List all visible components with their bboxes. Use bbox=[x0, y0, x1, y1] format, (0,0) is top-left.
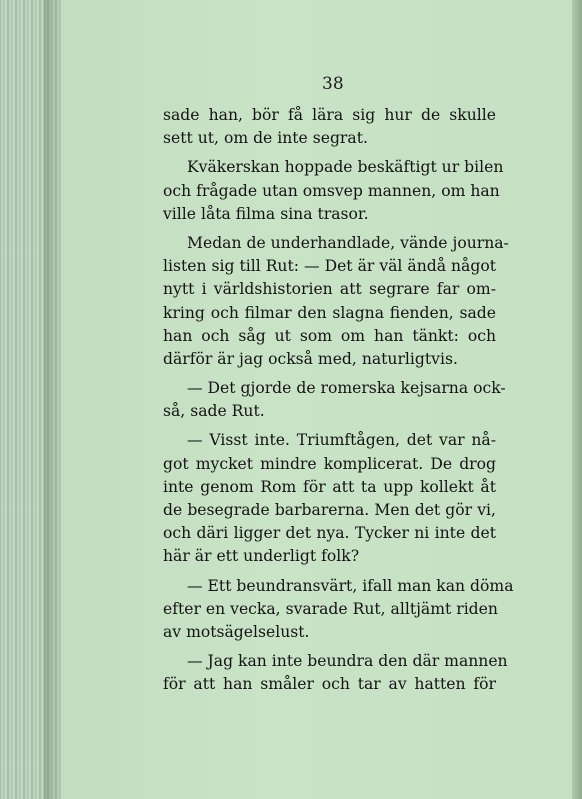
body-text bbox=[163, 104, 514, 697]
text-line: och däri ligger det nya. Tycker ni inte det bbox=[163, 524, 496, 543]
page-number: 38 bbox=[322, 74, 344, 94]
text-line: han och såg ut som om han tänkt: och bbox=[163, 326, 496, 345]
text-line: av motsägelselust. bbox=[163, 622, 310, 641]
text-line: här är ett underligt folk? bbox=[163, 547, 360, 566]
text-line: efter en vecka, svarade Rut, alltjämt riden bbox=[163, 599, 498, 618]
text-line: sett ut, om de inte segrat. bbox=[163, 129, 368, 148]
text-line: got mycket mindre komplicerat. De drog bbox=[163, 454, 496, 473]
page-right-edge bbox=[572, 0, 582, 799]
text-line: de besegrade barbarerna. Men det gör vi, bbox=[163, 501, 496, 519]
text-line: Medan de underhandlade, vände journa- bbox=[187, 233, 509, 252]
text-line: och frågade utan omsvep mannen, om han bbox=[163, 181, 500, 200]
text-line: så, sade Rut. bbox=[163, 402, 265, 421]
text-line: inte genom Rom för att ta upp kollekt åt bbox=[163, 477, 496, 496]
text-line: — Ett beundransvärt, ifall man kan döma bbox=[187, 576, 514, 595]
text-line: listen sig till Rut: — Det är väl ändå något bbox=[163, 257, 496, 276]
text-line: — Visst inte. Triumftågen, det var nå- bbox=[187, 431, 496, 450]
text-line: för att han småler och tar av hatten för bbox=[163, 675, 496, 694]
text-line: sade han, bör få lära sig hur de skulle bbox=[163, 106, 496, 124]
text-line: — Det gjorde de romerska kejsarna ock- bbox=[187, 379, 506, 398]
text-line: Kväkerskan hoppade beskäftigt ur bilen bbox=[187, 158, 504, 177]
text-line: nytt i världshistorien att segrare far om- bbox=[163, 280, 496, 299]
text-line: — Jag kan inte beundra den där mannen bbox=[187, 652, 508, 671]
text-line: därför är jag också med, naturligtvis. bbox=[163, 349, 458, 368]
text-line: kring och filmar den slagna fienden, sade bbox=[163, 303, 496, 322]
text-line: ville låta filma sina trasor. bbox=[163, 204, 369, 223]
page-edges bbox=[0, 0, 62, 799]
